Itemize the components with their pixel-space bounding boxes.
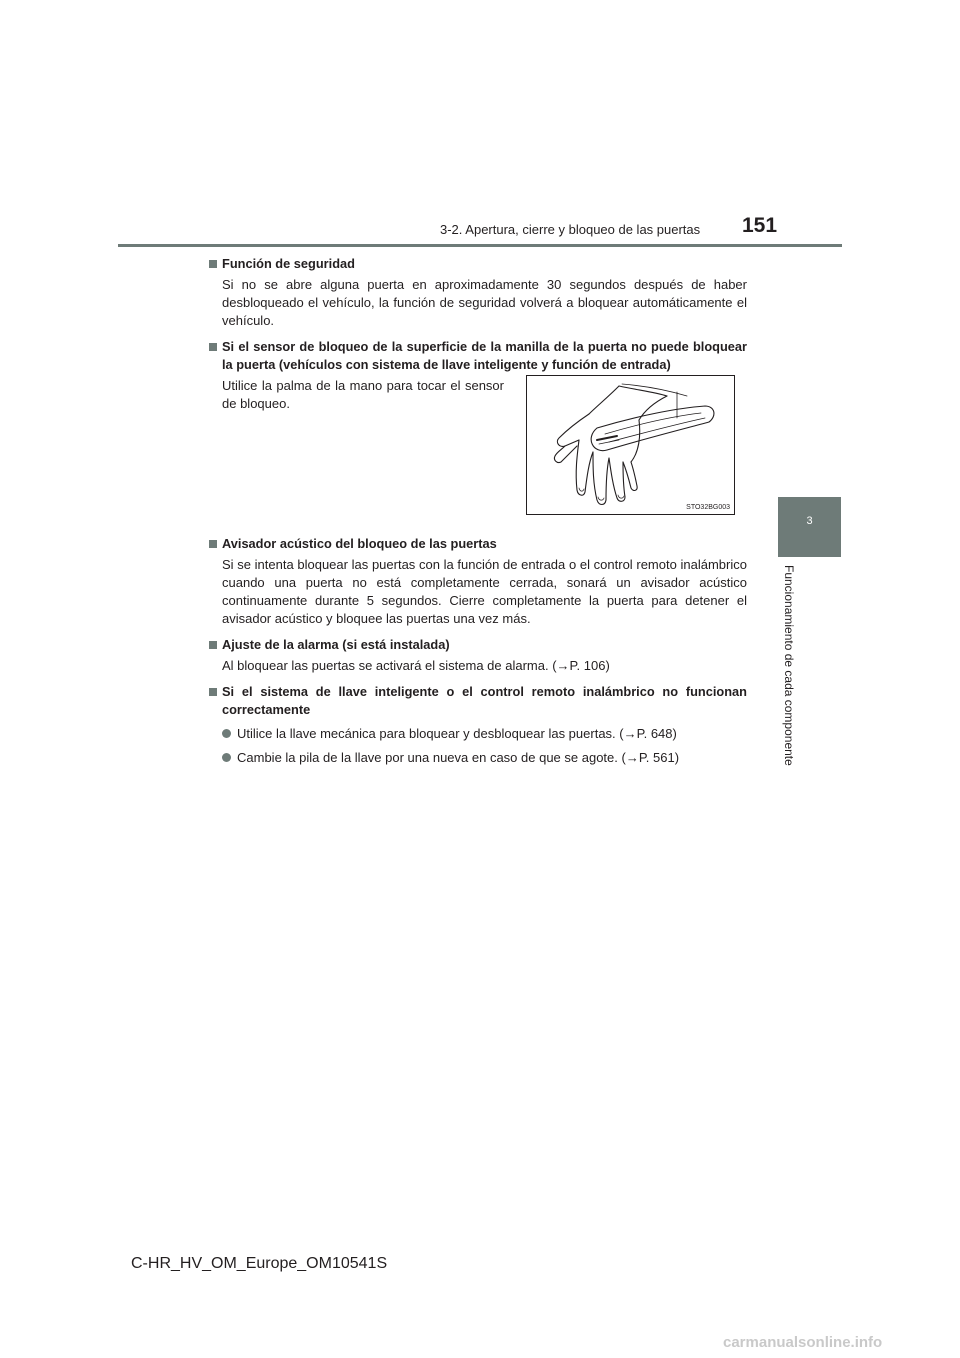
header-section-title: 3-2. Apertura, cierre y bloqueo de las puertas (440, 222, 701, 237)
section-paragraph: Al bloquear las puertas se activará el sistema de alarma. (→P. 106) (222, 658, 610, 673)
list-item-text: Cambie la pila de la llave por una nueva en caso de que se agote. (→P. 561) (237, 750, 680, 765)
section-heading (209, 683, 747, 719)
section-security-function (209, 255, 747, 330)
section-door-lock-buzzer (209, 535, 747, 628)
page-number: 151 (742, 214, 778, 237)
square-bullet-icon (209, 540, 217, 548)
section-heading (209, 535, 747, 553)
hand-door-handle-illustration (526, 375, 735, 515)
figure-code: STO32BG003 (686, 504, 730, 511)
section-heading (209, 636, 747, 654)
chapter-tab (778, 497, 841, 557)
section-key-malfunction (209, 683, 747, 767)
chapter-number: 3 (806, 515, 813, 527)
square-bullet-icon (209, 260, 217, 268)
list-item-text: Utilice la llave mecánica para bloquear y desbloquear las puertas. (→P. 648) (237, 726, 677, 741)
watermark: carmanualsonline.info (723, 1334, 883, 1351)
chapter-label: Funcionamiento de cada componente (782, 565, 796, 766)
chapter-label-container (782, 565, 806, 795)
hand-touching-door-handle-icon (527, 376, 734, 514)
figure-row (209, 377, 747, 527)
circle-bullet-icon (222, 729, 231, 738)
section-heading (209, 255, 747, 273)
section-heading-text: Si el sensor de bloqueo de la superficie de la manilla de la puerta no puede bloquear la puerta (vehículos con sistema de llave inteligente y función de entrada) (222, 339, 747, 372)
main-content (209, 255, 747, 775)
header-divider (118, 244, 842, 247)
list-item (209, 725, 747, 743)
square-bullet-icon (209, 688, 217, 696)
list-item (209, 749, 747, 767)
square-bullet-icon (209, 343, 217, 351)
document-id: C-HR_HV_OM_Europe_OM10541S (131, 1255, 388, 1272)
section-heading (209, 338, 747, 374)
square-bullet-icon (209, 641, 217, 649)
section-paragraph: Si se intenta bloquear las puertas con la función de entrada o el control remoto inalámbrico cuando una puerta no está completamente cerrada, sonará un avisador acústico continuamente durante 5 segundos. Cierre completamente la puerta para detener el avisador acústico y bloquee las puertas una vez más. (222, 557, 747, 626)
section-lock-sensor (209, 338, 747, 527)
section-paragraph: Utilice la palma de la mano para tocar el sensor de bloqueo. (222, 378, 504, 411)
section-heading-text: Función de seguridad (222, 256, 355, 271)
circle-bullet-icon (222, 753, 231, 762)
section-paragraph: Si no se abre alguna puerta en aproximadamente 30 segundos después de haber desbloqueado el vehículo, la función de seguridad volverá a bloquear automáticamente el vehículo. (222, 277, 747, 328)
section-heading-text: Si el sistema de llave inteligente o el control remoto inalámbrico no funcionan correctamente (222, 684, 747, 717)
section-heading-text: Ajuste de la alarma (si está instalada) (222, 637, 450, 652)
section-alarm-setting (209, 636, 747, 675)
section-heading-text: Avisador acústico del bloqueo de las puertas (222, 536, 497, 551)
